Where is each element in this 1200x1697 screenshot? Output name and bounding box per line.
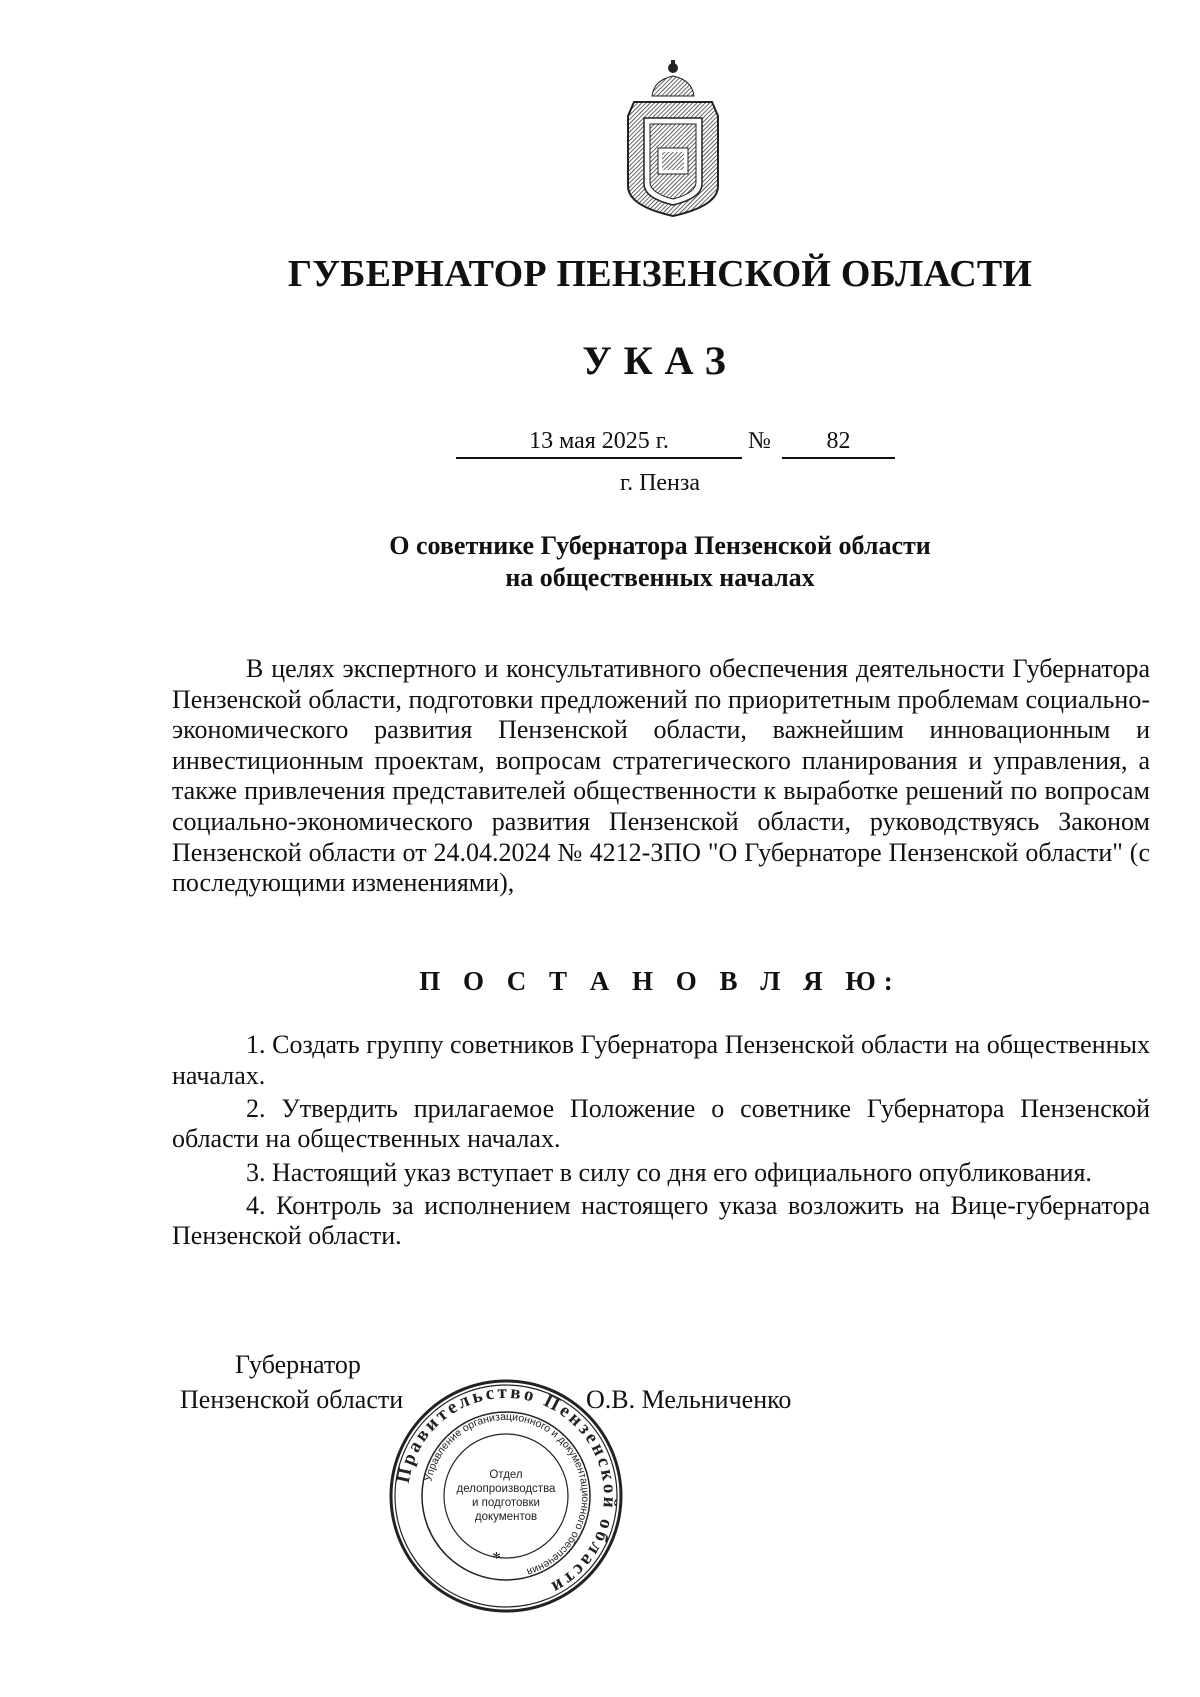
seal-center-line: делопроизводства: [456, 1483, 556, 1495]
signatory-title-line-1: Губернатор: [235, 1350, 361, 1379]
signatory-title-line-2: Пензенской области: [180, 1385, 404, 1414]
seal-center-line: документов: [474, 1511, 538, 1523]
seal-middle-text: Управление организационного и документационного обеспечения: [422, 1410, 592, 1578]
number-sign: №: [748, 428, 771, 454]
issuing-authority: ГУБЕРНАТОР ПЕНЗЕНСКОЙ ОБЛАСТИ: [287, 253, 1033, 295]
subject-line-2: на общественных началах: [505, 563, 815, 592]
seal-star: *: [492, 1548, 501, 1568]
document-number: 82: [782, 428, 895, 459]
resolve-heading: П О С Т А Н О В Л Я Ю:: [419, 966, 901, 996]
seal-center-line: Отдел: [489, 1469, 523, 1481]
seal-outer-text: Правительство Пензенской области: [392, 1381, 621, 1599]
subject-line-1: О советнике Губернатора Пензенской области: [389, 531, 931, 560]
preamble-paragraph: В целях экспертного и консультативного обеспечения деятельности Губернатора Пензенской области, подготовки предложений по приоритетным проблемам социально-экономического развития Пензенской области, важнейшим инновационным и инвестиционным проектам, вопросам стратегического планирования и управления, а также привлечения представителей общественности к выработке решений по вопросам социально-экономического развития Пензенской области, руководствуясь Законом Пензенской области от 24.04.2024 № 4212-ЗПО "О Губернаторе Пензенской области" (с последующими изменениями),: [172, 654, 1150, 898]
document-subject: [0, 530, 1200, 594]
issue-city: г. Пенза: [619, 470, 701, 496]
seal-center-line: и подготовки: [472, 1497, 540, 1509]
document-type: УКАЗ: [582, 338, 738, 383]
official-seal-stamp: [388, 1378, 624, 1614]
signatory-name: О.В. Мельниченко: [586, 1385, 792, 1414]
decree-items: [172, 1030, 1150, 1255]
decree-item: 3. Настоящий указ вступает в силу со дня его официального опубликования.: [246, 1157, 1092, 1187]
decree-item: 2. Утвердить прилагаемое Положение о советнике Губернатора Пензенской области на общественных началах.: [172, 1093, 1150, 1154]
coat-of-arms-emblem: [614, 58, 732, 218]
decree-item: 1. Создать группу советников Губернатора Пензенской области на общественных началах.: [172, 1030, 1150, 1090]
decree-item: 4. Контроль за исполнением настоящего указа возложить на Вице-губернатора Пензенской области.: [172, 1190, 1150, 1251]
document-date: 13 мая 2025 г.: [456, 428, 742, 459]
